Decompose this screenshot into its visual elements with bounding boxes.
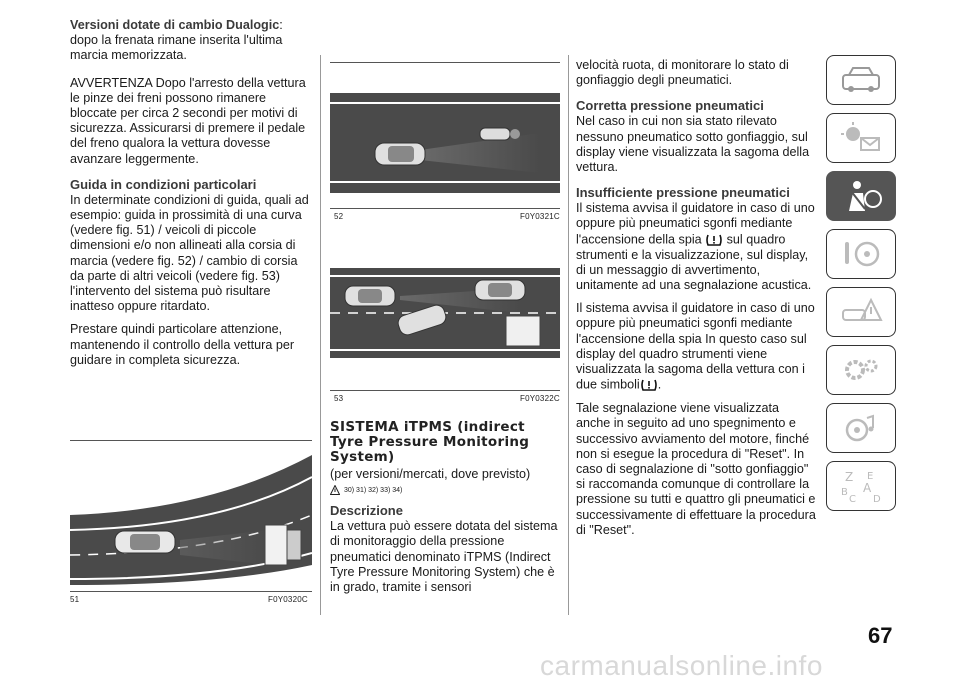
service-gears-icon bbox=[839, 354, 883, 386]
tab-maintenance[interactable] bbox=[826, 345, 896, 395]
paragraph-insufficiente-2 bbox=[576, 301, 816, 393]
index-letters-icon bbox=[837, 468, 885, 504]
column-divider-1 bbox=[320, 55, 321, 615]
svg-text:B: B bbox=[841, 487, 848, 498]
fig51-number: 51 bbox=[70, 595, 80, 604]
warning-triangle-icon bbox=[330, 485, 340, 495]
heading-corretta: Corretta pressione pneumatici bbox=[576, 98, 764, 114]
fig51-bottom-rule bbox=[70, 591, 312, 592]
tab-starting-driving[interactable] bbox=[826, 229, 896, 279]
column-middle-text bbox=[330, 410, 560, 603]
svg-text:Z: Z bbox=[845, 470, 854, 484]
insuff-text-a: Il sistema avvisa il guidatore in caso di uno oppure più pneumatici sgonfi mediante l'accensione della spia bbox=[576, 201, 815, 246]
steering-wheel-icon bbox=[839, 238, 883, 270]
tab-safety[interactable] bbox=[826, 171, 896, 221]
fig51-curve-illustration bbox=[70, 455, 312, 585]
svg-text:E: E bbox=[867, 471, 874, 482]
insuff2-text-a: Il sistema avvisa il guidatore in caso di uno oppure più pneumatici sgonfi mediante l'accensione della spia In questo caso sul display del quadro strumenti viene visualizzata la sagoma della vettura con i due simboli bbox=[576, 301, 815, 392]
warning-lights-icon bbox=[839, 122, 883, 154]
paragraph-attenzione: Prestare quindi particolare attenzione, mantenendo il controllo della vettura per guidare in completa sicurezza. bbox=[70, 322, 295, 367]
seatbelt-airbag-icon bbox=[839, 179, 883, 213]
insuff-text-b: sul quadro strumenti e la visualizzazione, sul display, di un messaggio di avvertimento, unitamente ad una segnalazione acustica. bbox=[576, 231, 812, 293]
car-dashboard-icon bbox=[839, 65, 883, 95]
tab-warning-lights[interactable] bbox=[826, 113, 896, 163]
paragraph-dualogic bbox=[70, 18, 312, 64]
column-right bbox=[576, 58, 816, 546]
section-title-itpms: SISTEMA iTPMS (indirect Tyre Pressure Monitoring System) bbox=[330, 419, 530, 465]
insuff2-text-b: . bbox=[657, 377, 662, 392]
car-accident-icon bbox=[839, 296, 883, 328]
multimedia-icon bbox=[839, 412, 883, 444]
chapter-tabs bbox=[826, 55, 898, 519]
heading-guida: Guida in condizioni particolari bbox=[70, 176, 257, 192]
heading-insufficiente: Insufficiente pressione pneumatici bbox=[576, 185, 790, 201]
paragraph-insufficiente-1 bbox=[576, 201, 816, 293]
section-subtitle: (per versioni/mercati, dove previsto) bbox=[330, 467, 531, 481]
fig52-number: 52 bbox=[334, 212, 344, 221]
references-text: 30) 31) 32) 33) 34) bbox=[344, 486, 403, 494]
fig53-number: 53 bbox=[334, 394, 344, 403]
fig53-illustration bbox=[330, 258, 560, 368]
paragraph-velocita: velocità ruota, di monitorare lo stato di gonfiaggio degli pneumatici. bbox=[576, 58, 789, 88]
svg-text:D: D bbox=[873, 494, 881, 504]
column-left bbox=[70, 18, 312, 376]
svg-text:A: A bbox=[863, 481, 872, 495]
fig53-code: F0Y0322C bbox=[520, 394, 560, 403]
tab-car-dashboard[interactable] bbox=[826, 55, 896, 105]
column-divider-2 bbox=[568, 55, 569, 615]
warning-references bbox=[330, 485, 560, 495]
dualogic-text: : dopo la frenata rimane inserita l'ultima marcia memorizzata. bbox=[70, 18, 283, 63]
tab-emergency[interactable] bbox=[826, 287, 896, 337]
heading-descrizione: Descrizione bbox=[330, 503, 403, 519]
svg-text:C: C bbox=[849, 494, 856, 504]
watermark: carmanualsonline.info bbox=[540, 650, 823, 681]
tab-index[interactable] bbox=[826, 461, 896, 511]
fig51-top-rule bbox=[70, 440, 312, 441]
fig52-bottom-rule bbox=[330, 208, 560, 209]
fig52-top-rule bbox=[330, 62, 560, 63]
fig53-bottom-rule bbox=[330, 390, 560, 391]
dualogic-heading: Versioni dotate di cambio Dualogic bbox=[70, 18, 280, 32]
tyre-pressure-warning-icon bbox=[705, 232, 723, 248]
fig52-code: F0Y0321C bbox=[520, 212, 560, 221]
paragraph-avvertenza: AVVERTENZA Dopo l'arresto della vettura le pinze dei freni possono rimanere bloccate per circa 2 secondi per motivi di sicurezza. Assicurarsi di premere il pedale del freno qualora la vettura dovesse avanzare leggermente. bbox=[70, 75, 306, 166]
fig52-illustration bbox=[330, 78, 560, 198]
paragraph-corretta: Nel caso in cui non sia stato rilevato nessuno pneumatico sotto gonfiaggio, sul display viene visualizzata la sagoma della vettura. bbox=[576, 114, 810, 175]
paragraph-descrizione: La vettura può essere dotata del sistema di monitoraggio della pressione pneumatici denominato iTPMS (Indirect Tyre Pressure Monitoring System) che è in grado, tramite i sensori bbox=[330, 519, 558, 595]
page-number: 67 bbox=[868, 623, 893, 648]
paragraph-segnalazione: Tale segnalazione viene visualizzata anche in seguito ad uno spegnimento e successivo avviamento del motore, finché non si esegue la procedura di "Reset". In caso di segnalazione di "sotto gonfiaggio" si raccomanda comunque di controllare la pressione su tutti e quattro gli pneumatici e successivamente di effettuare la procedura di "Reset". bbox=[576, 401, 816, 537]
fig51-code: F0Y0320C bbox=[268, 595, 308, 604]
tab-multimedia[interactable] bbox=[826, 403, 896, 453]
tyre-pressure-symbol-icon bbox=[640, 377, 658, 393]
paragraph-guida: In determinate condizioni di guida, quali ad esempio: guida in prossimità di una curva (vedere fig. 51) / veicoli di piccole dimensioni e/o non allineati alla corsia di marcia (vedere fig. 52) / cambio di corsia da parte di altri veicoli (vedere fig. 53) l'intervento del sistema può risultare inatteso oppure ritardato. bbox=[70, 192, 309, 314]
